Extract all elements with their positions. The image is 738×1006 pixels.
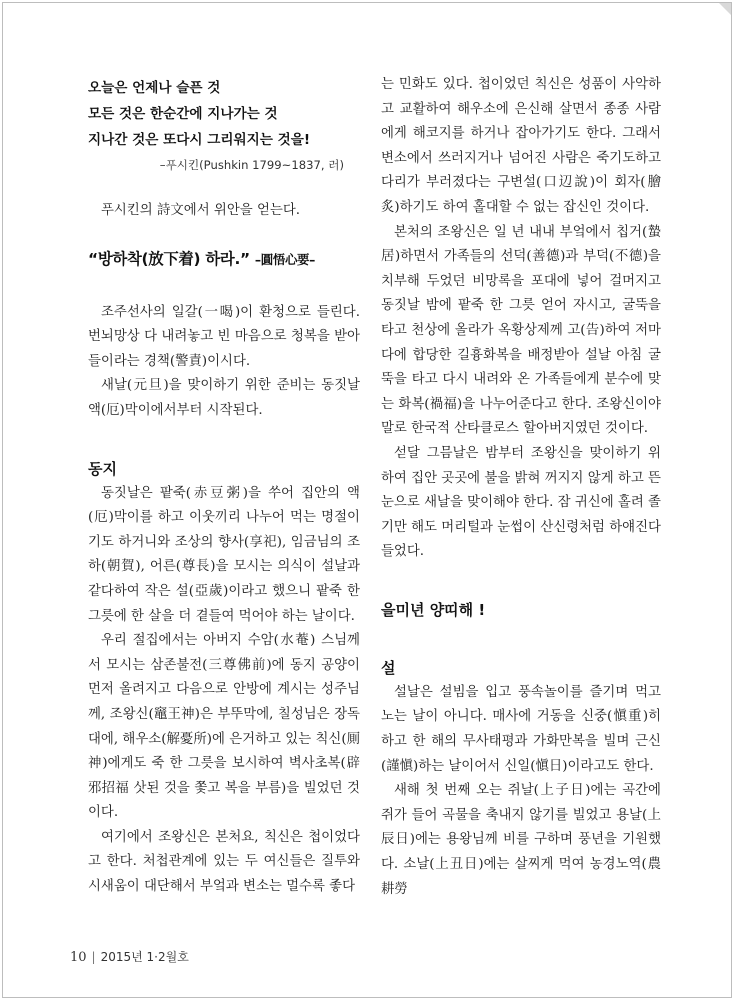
quote-heading xyxy=(88,246,360,273)
quote-main: “방하착(放下着) 하라.” xyxy=(88,249,250,268)
body-paragraph: 설날은 설빔을 입고 풍속놀이를 즐기며 먹고 노는 날이 아니다. 매사에 거동을 신중(愼重)히 하고 한 해의 무사태평과 가화만복을 빌며 근신(謹愼)하는 날이어서 신일(愼日)이라고도 한다. xyxy=(381,684,661,774)
right-column xyxy=(381,73,661,902)
page-footer xyxy=(70,948,189,965)
body-paragraph: 새날(元旦)을 맞이하기 위한 준비는 동짓날 액(厄)막이에서부터 시작된다. xyxy=(88,378,360,418)
poem-line: 모든 것은 한순간에 지나가는 것 xyxy=(88,106,278,122)
section-heading-dongji: 동지 xyxy=(88,459,117,478)
issue-label: 2015년 1·2월호 xyxy=(100,950,189,964)
poem-line: 오늘은 언제나 슬픈 것 xyxy=(88,80,221,96)
body-paragraph: 섣달 그믐날은 밤부터 조왕신을 맞이하기 위하여 집안 곳곳에 불을 밝혀 꺼지지 않게 하고 뜬눈으로 새날을 맞이해야 한다. 잠 귀신에 홀려 졸기만 해도 머리털과 눈썹이 산신령처럼 하얘진다 들었다. xyxy=(381,445,661,560)
magazine-page xyxy=(2,2,732,998)
quote-source: –圓悟心要– xyxy=(254,251,316,267)
left-column xyxy=(88,73,360,900)
body-paragraph: 새해 첫 번째 오는 쥐날(上子日)에는 곡간에 쥐가 들어 곡물을 축내지 않기를 빌었고 용날(上辰日)에는 용왕님께 비를 구하며 풍년을 기원했다. 소날(上丑日)에는 살찌게 먹여 농경노역(農耕勞 xyxy=(381,783,661,897)
page-number: 10 xyxy=(70,950,87,965)
poem-block xyxy=(88,75,360,177)
section-heading-greeting: 을미년 양띠해 ! xyxy=(381,600,486,619)
intro-paragraph: 푸시킨의 詩文에서 위안을 얻는다. xyxy=(101,203,301,218)
poem-attribution: –푸시킨(Pushkin 1799~1837, 러) xyxy=(159,158,344,172)
body-paragraph: 조주선사의 일갈(一喝)이 환청으로 들린다. 번뇌망상 다 내려놓고 빈 마음으로 청복을 받아들이라는 경책(警責)이시다. xyxy=(88,304,360,369)
body-paragraph: 우리 절집에서는 아버지 수암(水菴) 스님께서 모시는 삼존불전(三尊佛前)에 동지 공양이 먼저 올려지고 다음으로 안방에 계시는 성주님께, 조왕신(竈王神)은 부뚜막에, 칠성님은 장독대에, 해우소(解憂所)에 은거하고 있는 칙신(厠神)에게도 죽 한 그릇을 보시하여 벽사초복(辟邪招福 삿된 것을 쫓고 복을 부름)을 빌었던 것이다. xyxy=(88,633,360,821)
body-paragraph: 여기에서 조왕신은 본처요, 칙신은 첩이었다고 한다. 처첩관계에 있는 두 여신들은 질투와 시새움이 대단해서 부엌과 변소는 멀수록 좋다 xyxy=(88,829,360,895)
footer-separator: | xyxy=(91,950,96,964)
body-paragraph: 본처의 조왕신은 일 년 내내 부엌에서 칩거(蟄居)하면서 가족들의 선덕(善德)과 부덕(不德)을 치부해 두었던 비망록을 포대에 넣어 걸머지고 동짓날 밤에 팥죽 한 그릇 얻어 자시고, 굴뚝을 타고 천상에 올라가 옥황상제께 고(告)하여 저마다에 합당한 길흉화복을 배정받아 설날 아침 굴뚝을 타고 다시 내려와 온 가족들에게 분수에 맞는 화복(禍福)을 나누어준다고 한다. 조왕신이야 말로 한국적 산타클로스 할아버지였던 것이다. xyxy=(381,224,661,437)
body-paragraph: 동짓날은 팥죽(赤豆粥)을 쑤어 집안의 액(厄)막이를 하고 이웃끼리 나누어 먹는 명절이기도 하거니와 조상의 향사(享祀), 임금님의 조하(朝賀), 어른(尊長)을 모시는 의식이 설날과 같다하여 작은 설(亞歲)이라고 했으니 팥죽 한 그릇에 한 살을 더 곁들여 먹어야 하는 날이다. xyxy=(88,485,360,624)
poem-line: 지나간 것은 또다시 그리워지는 것을! xyxy=(88,132,311,148)
body-paragraph: 는 민화도 있다. 첩이었던 칙신은 성품이 사악하고 교활하여 해우소에 은신해 살면서 종종 사람에게 해코지를 하거나 잡아가기도 한다. 그래서 변소에서 쓰러지거나 넘어진 사람은 죽기도하고 다리가 부러졌다는 구변설(口辺說)이 회자(膾炙)하기도 하여 홀대할 수 없는 잡신인 것이다. xyxy=(381,77,661,215)
section-heading-seol: 설 xyxy=(381,658,396,677)
